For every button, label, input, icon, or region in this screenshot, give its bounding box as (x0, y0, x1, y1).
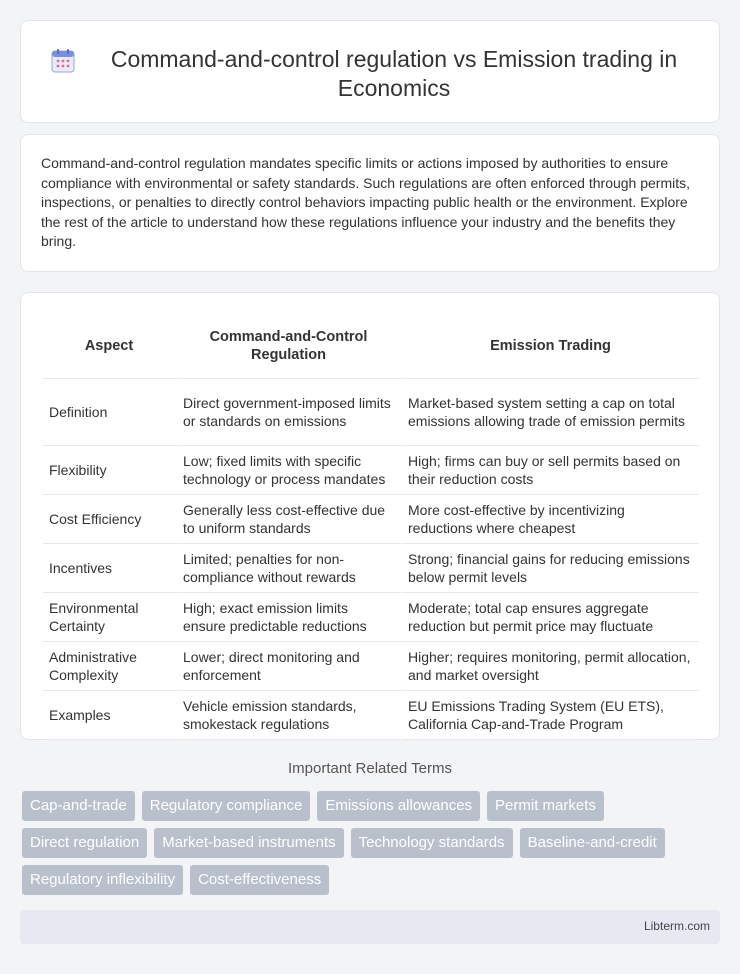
intro-paragraph: Command-and-control regulation mandates specific limits or actions imposed by authorities to ensure compliance with environmental or safety standards. Such regulations are often enforced through permits, inspections, or penalties to directly control behaviors impacting public health or the environment. Explore the rest of the article to understand how these regulations influence your industry and the benefits they bring. (41, 155, 691, 249)
table-row (43, 593, 699, 642)
table-cell-command: High; exact emission limits ensure predictable reductions (177, 593, 402, 642)
table-row (43, 691, 699, 740)
table-header-row (43, 313, 699, 379)
header-card (20, 20, 720, 123)
table-cell-command: Generally less cost-effective due to uniform standards (177, 495, 402, 544)
table-cell-trading: Strong; financial gains for reducing emissions below permit levels (402, 544, 699, 593)
related-terms-tags (22, 791, 722, 902)
tag-row (22, 791, 722, 821)
table-cell-command: Vehicle emission standards, smokestack regulations (177, 691, 402, 740)
table-cell-aspect: Cost Efficiency (43, 495, 177, 544)
tag-regulatory-inflexibility[interactable]: Regulatory inflexibility (22, 865, 183, 895)
table-row (43, 495, 699, 544)
table-cell-aspect: Flexibility (43, 446, 177, 495)
header-emission-trading: Emission Trading (402, 313, 699, 379)
table-row (43, 544, 699, 593)
table-cell-aspect: Incentives (43, 544, 177, 593)
table-cell-aspect: Environmental Certainty (43, 593, 177, 642)
tag-market-based-instruments[interactable]: Market-based instruments (154, 828, 343, 858)
table-cell-command: Low; fixed limits with specific technology or process mandates (177, 446, 402, 495)
table-row (43, 446, 699, 495)
related-terms-title: Important Related Terms (288, 760, 452, 777)
table-cell-command: Limited; penalties for non-compliance without rewards (177, 544, 402, 593)
comparison-table-card (20, 292, 720, 740)
table-cell-trading: High; firms can buy or sell permits based on their reduction costs (402, 446, 699, 495)
tag-direct-regulation[interactable]: Direct regulation (22, 828, 147, 858)
calendar-icon (49, 47, 77, 75)
table-cell-aspect: Definition (43, 379, 177, 446)
table-cell-trading: EU Emissions Trading System (EU ETS), California Cap-and-Trade Program (402, 691, 699, 740)
header-aspect: Aspect (43, 313, 177, 379)
header-command-and-control: Command-and-Control Regulation (177, 313, 402, 379)
footer-site-link[interactable]: Libterm.com (643, 919, 710, 933)
tag-row (22, 828, 722, 858)
intro-card (20, 134, 720, 272)
table-cell-trading: Moderate; total cap ensures aggregate reduction but permit price may fluctuate (402, 593, 699, 642)
table-row (43, 642, 699, 691)
tag-emissions-allowances[interactable]: Emissions allowances (317, 791, 480, 821)
page-title: Command-and-control regulation vs Emission trading in Economics (110, 46, 678, 101)
tag-permit-markets[interactable]: Permit markets (487, 791, 604, 821)
table-cell-trading: Market-based system setting a cap on total emissions allowing trade of emission permits (402, 379, 699, 446)
tag-technology-standards[interactable]: Technology standards (351, 828, 513, 858)
table-cell-aspect: Examples (43, 691, 177, 740)
tag-baseline-and-credit[interactable]: Baseline-and-credit (520, 828, 665, 858)
tag-cost-effectiveness[interactable]: Cost-effectiveness (190, 865, 329, 895)
table-cell-trading: More cost-effective by incentivizing reductions where cheapest (402, 495, 699, 544)
footer (20, 910, 720, 944)
tag-cap-and-trade[interactable]: Cap-and-trade (22, 791, 135, 821)
tag-regulatory-compliance[interactable]: Regulatory compliance (142, 791, 311, 821)
comparison-table (43, 313, 699, 740)
table-cell-command: Lower; direct monitoring and enforcement (177, 642, 402, 691)
table-row (43, 379, 699, 446)
table-cell-command: Direct government-imposed limits or standards on emissions (177, 379, 402, 446)
tag-row (22, 865, 722, 895)
table-cell-trading: Higher; requires monitoring, permit allocation, and market oversight (402, 642, 699, 691)
table-cell-aspect: Administrative Complexity (43, 642, 177, 691)
